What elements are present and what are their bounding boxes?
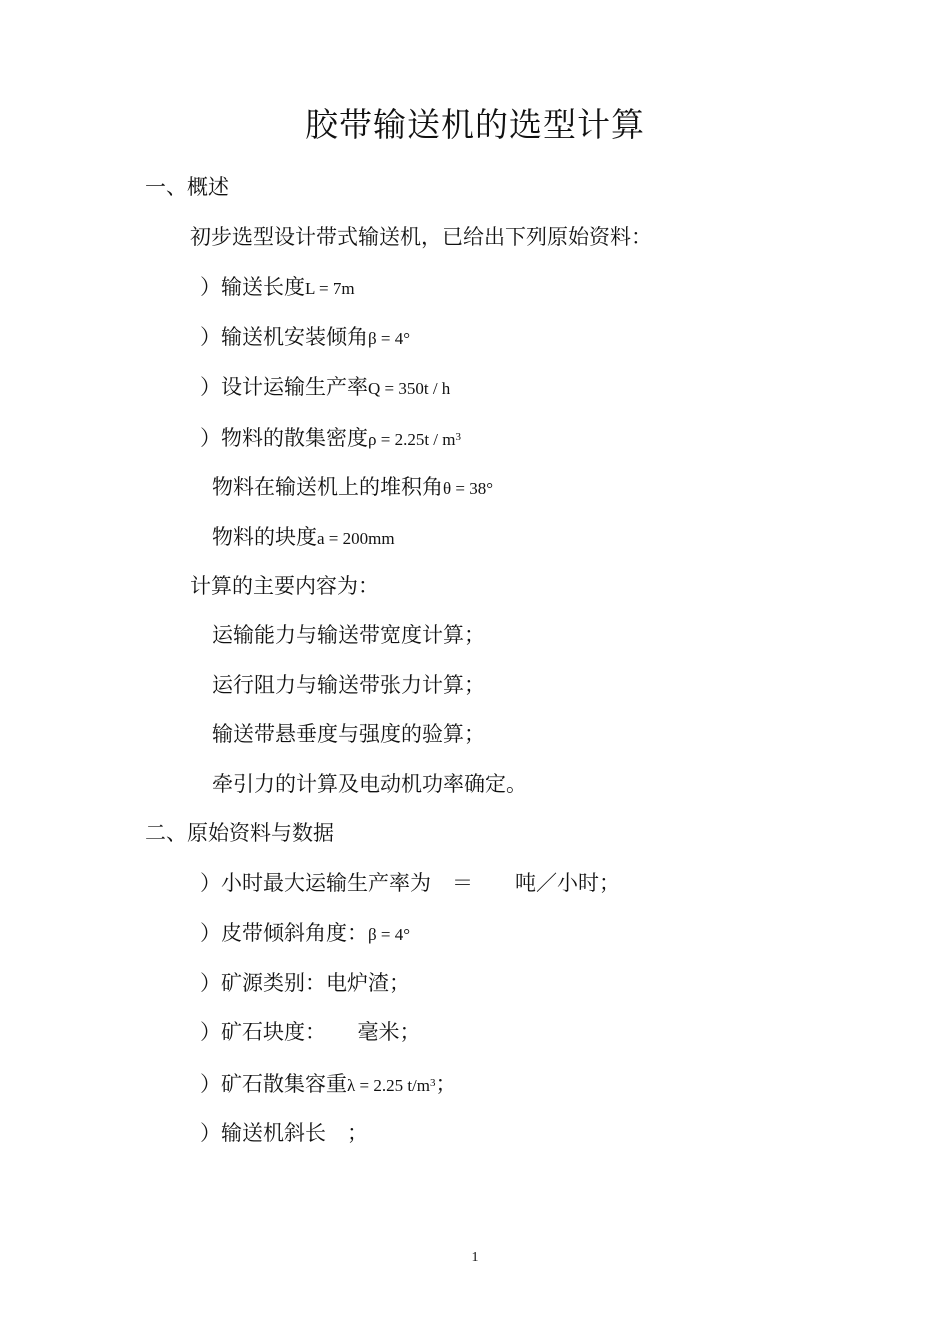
param-label: 物料的块度 <box>212 525 317 549</box>
param-formula: Q = 350t / h <box>368 379 451 398</box>
content-item: 运行阻力与输送带张力计算； <box>212 673 485 697</box>
data-tail: ； <box>435 1072 457 1096</box>
param-label: 物料在输送机上的堆积角 <box>212 475 443 499</box>
param-formula: a = 200mm <box>317 529 395 548</box>
param-item-density <box>200 422 461 455</box>
param-formula: β = 4° <box>368 329 411 348</box>
section-2-heading: 二、原始资料与数据 <box>145 821 334 845</box>
content-heading: 计算的主要内容为： <box>190 574 379 598</box>
data-item-angle <box>200 918 410 950</box>
data-item-lump-size: ）矿石块度： 毫米； <box>200 1020 421 1044</box>
param-superscript: 3 <box>455 431 461 443</box>
content-item: 运输能力与输送带宽度计算； <box>212 623 485 647</box>
data-formula: λ = 2.25 t/m <box>347 1076 430 1095</box>
data-item-capacity: ）小时最大运输生产率为 ＝ 吨／小时； <box>200 871 620 895</box>
page-number: 1 <box>471 1250 479 1265</box>
data-label: ）矿石散集容重 <box>200 1072 347 1096</box>
param-label: ）设计运输生产率 <box>200 375 368 399</box>
param-item-lump-size <box>212 522 395 554</box>
data-label: ）皮带倾斜角度： <box>200 921 368 945</box>
data-item-length: ）输送机斜长 ； <box>200 1121 368 1145</box>
param-item-angle <box>200 322 410 354</box>
param-formula: ρ = 2.25t / m <box>368 430 456 449</box>
param-label: ）物料的散集密度 <box>200 426 368 450</box>
page-title: 胶带输送机的选型计算 <box>305 105 645 144</box>
param-item-capacity <box>200 372 450 404</box>
data-item-bulk-weight <box>200 1068 457 1101</box>
data-superscript: 3 <box>430 1077 436 1089</box>
param-label: ）输送机安装倾角 <box>200 325 368 349</box>
content-item: 牵引力的计算及电动机功率确定。 <box>212 772 527 796</box>
param-formula: θ = 38° <box>443 479 494 498</box>
data-item-ore-type: ）矿源类别：电炉渣； <box>200 971 410 995</box>
param-item-repose-angle <box>212 472 493 504</box>
section-1-heading: 一、概述 <box>145 175 229 199</box>
content-item: 输送带悬垂度与强度的验算； <box>212 722 485 746</box>
section-1-intro: 初步选型设计带式输送机，已给出下列原始资料： <box>190 225 652 249</box>
param-formula: L = 7m <box>305 279 355 298</box>
data-formula: β = 4° <box>368 925 411 944</box>
param-label: ）输送长度 <box>200 275 305 299</box>
param-item-length <box>200 272 355 304</box>
